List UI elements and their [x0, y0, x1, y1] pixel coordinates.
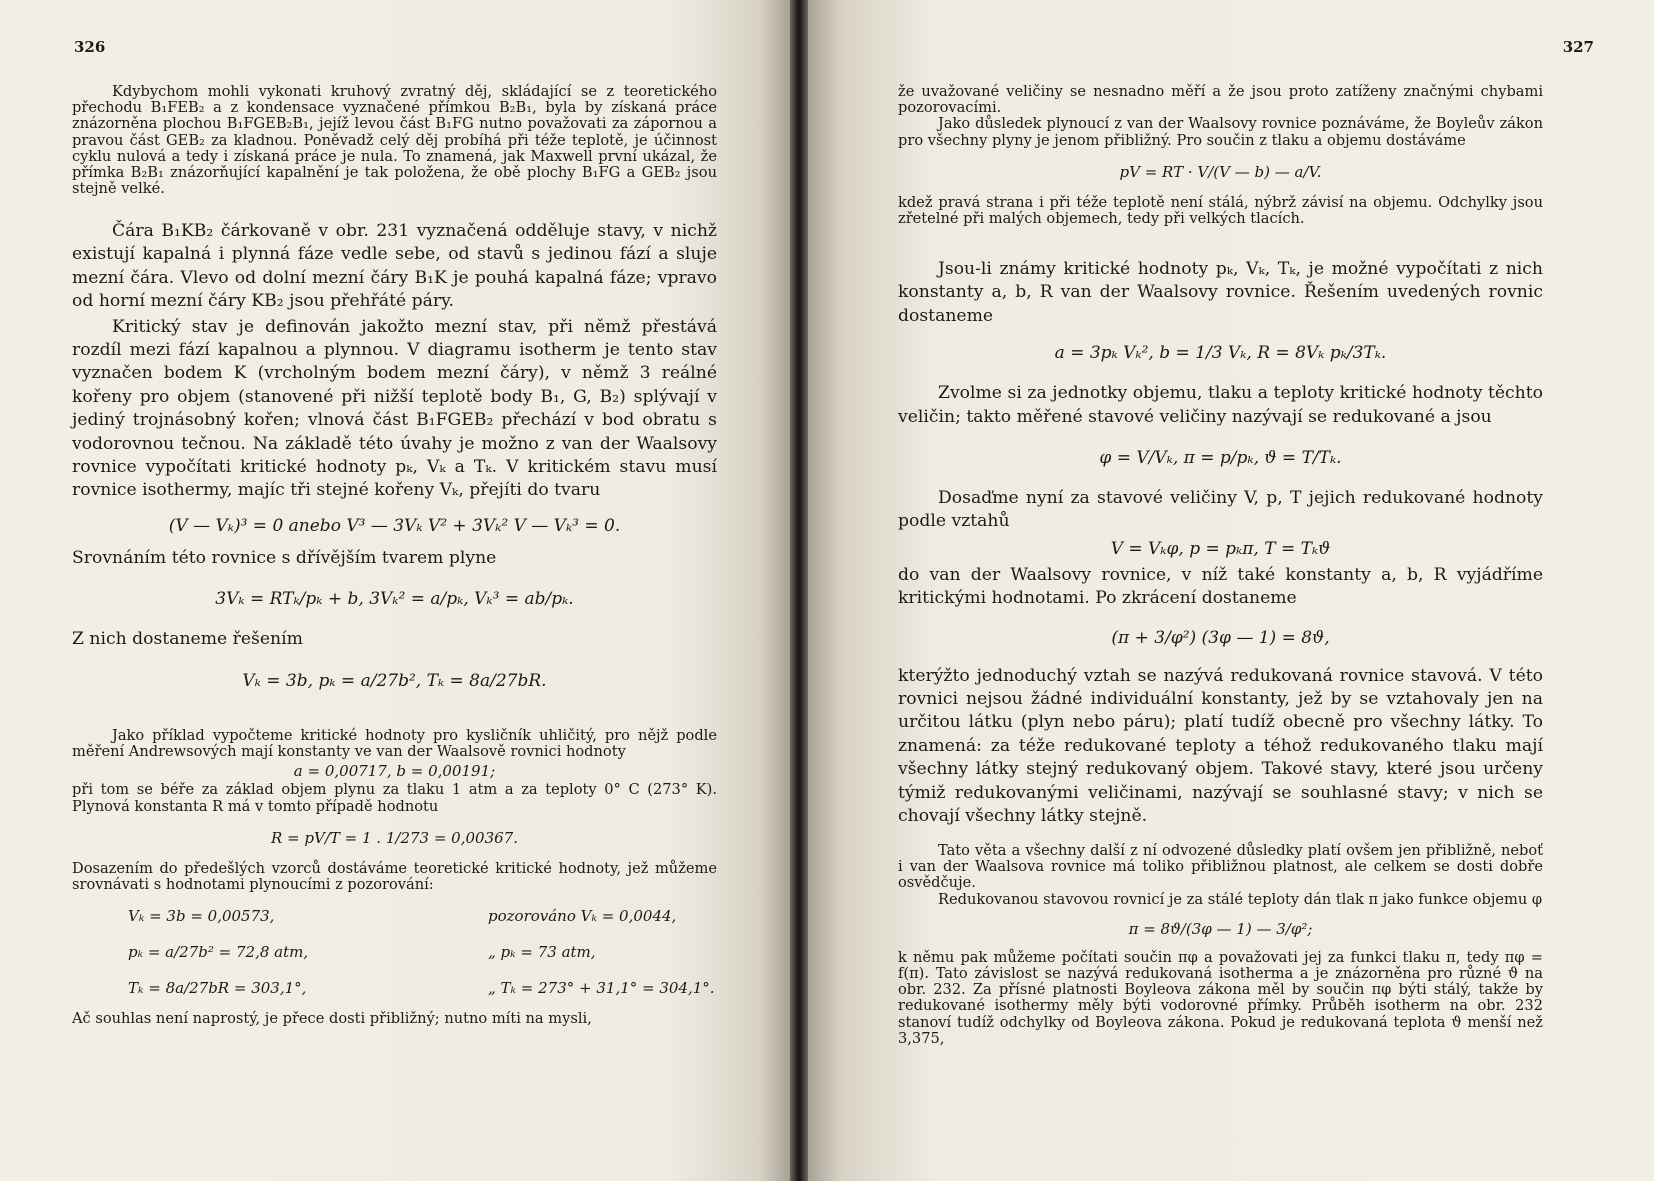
paragraph: Tato věta a všechny další z ní odvozené důsledky platí ovšem jen přibližně, neboť i van der Waalsova rovnice má toliko přibližnou platnost, ale celkem se dosti dobře osvědčuje.	[898, 842, 1543, 892]
equation: φ = V/Vₖ, π = p/pₖ, ϑ = T/Tₖ.	[1099, 448, 1342, 469]
paragraph: že uvažované veličiny se nesnadno měří a že jsou proto zatíženy značnými chybami pozorovacími.	[898, 83, 1543, 117]
equation: a = 0,00717, b = 0,00191;	[293, 762, 496, 781]
equation: π = 8ϑ/(3φ — 1) — 3/φ²;	[1128, 919, 1313, 938]
left-page	[0, 0, 790, 1181]
theory-cell: Tₖ = 8a/27bR = 303,1°,	[128, 979, 307, 998]
equation: V = Vₖφ, p = pₖπ, T = Tₖϑ	[1110, 538, 1331, 559]
right-page	[808, 0, 1654, 1181]
text-block	[72, 220, 717, 700]
equation: (V — Vₖ)³ = 0 anebo V³ — 3Vₖ V² + 3Vₖ² V — Vₖ³ = 0.	[168, 515, 621, 536]
table-row	[72, 973, 717, 1003]
theory-cell: Vₖ = 3b = 0,00573,	[128, 907, 275, 926]
paragraph: Dosazením do předešlých vzorců dostáváme teoretické kritické hodnoty, jež můžeme srovnávati s hodnotami plynoucími z pozorování:	[72, 859, 717, 894]
paragraph: Kdybychom mohli vykonati kruhový zvratný děj, skládající se z teoretického přechodu B₁FEB₂ a z kondensace vyznačené přímkou B₂B₁, byla by získaná práce znázorněna plochou B₁FGEB₂B₁, jejíž levou část B₁FG nutno považovati za zápornou a pravou část GEB₂ za kladnou. Poněvadž celý děj probíhá při téže teplotě, je účinnost cyklu nulová a tedy i získaná práce je nula. To znamená, jak Maxwell první ukázal, že přímka B₂B₁ znázorňující kapalnění je tak položena, že obě plochy B₁FG a GEB₂ jsou stejně velké.	[72, 83, 717, 198]
book-gutter	[790, 0, 808, 1181]
page-number: 326	[74, 38, 106, 56]
table-row	[72, 901, 717, 931]
paragraph: Kritický stav je definován jakožto mezní stav, při němž přestává rozdíl mezi fází kapalnou a plynnou. V diagramu isotherm je tento stav vyznačen bodem K (vrcholným bodem mezní čáry), v němž 3 reálné kořeny pro objem (stanovené při nižší teplotě body B₁, G, B₂) splývají v jediný trojnásobný kořen; vlnová část B₁FGEB₂ přechází v bod obratu s vodorovnou tečnou. Na základě této úvahy je možno z van der Waalsovy rovnice vypočítati kritické hodnoty pₖ, Vₖ a Tₖ. V kritickém stavu musí rovnice isothermy, majíc tři stejné kořeny Vₖ, přejíti do tvaru	[72, 316, 717, 501]
equation: (π + 3/φ²) (3φ — 1) = 8ϑ,	[1111, 627, 1330, 648]
text-block	[898, 843, 1543, 1047]
paragraph: Čára B₁KB₂ čárkovaně v obr. 231 vyznačená odděluje stavy, v nichž existují kapalná i plynná fáze vedle sebe, od stavů s jedinou fází a sluje mezní čára. Vlevo od dolní mezní čáry B₁K je pouhá kapalná fáze; vpravo od horní mezní čáry KB₂ jsou přehřáté páry.	[72, 221, 717, 312]
comparison-table	[72, 901, 717, 1003]
equation: 3Vₖ = RTₖ/pₖ + b, 3Vₖ² = a/pₖ, Vₖ³ = ab/pₖ.	[215, 589, 574, 610]
observed-cell: „ pₖ = 73 atm,	[488, 943, 596, 962]
text-block	[72, 84, 717, 197]
paragraph: kterýžto jednoduchý vztah se nazývá redukovaná rovnice stavová. V této rovnici nejsou žádné individuální konstanty, jež by se vztahovaly jen na určitou látku (plyn nebo páru); platí tudíž obecně pro všechny látky. To znamená: za téže redukované teploty a téhož redukovaného tlaku mají všechny látky stejný redukovaný objem. Takové stavy, které jsou určeny týmiž redukovanými veličinami, nazývají se souhlasné stavy; v nich se chovají všechny látky stejně.	[898, 665, 1543, 827]
observed-cell: „ Tₖ = 273° + 31,1° = 304,1°.	[488, 979, 715, 998]
paragraph: Dosaďme nyní za stavové veličiny V, p, T jejich redukované hodnoty podle vztahů	[898, 488, 1543, 532]
observed-cell: pozorováno Vₖ = 0,0044,	[488, 907, 677, 926]
paragraph: Z nich dostaneme řešením	[72, 629, 303, 650]
paragraph: Srovnáním této rovnice s dřívějším tvarem plyne	[72, 547, 497, 568]
paragraph: Jsou-li známy kritické hodnoty pₖ, Vₖ, Tₖ, je možné vypočítati z nich konstanty a, b, R van der Waalsovy rovnice. Řešením uvedených rovnic dostaneme	[898, 259, 1543, 326]
equation: R = pV/T = 1 . 1/273 = 0,00367.	[271, 828, 518, 847]
text-block	[72, 728, 717, 1027]
page-number: 327	[1562, 38, 1594, 56]
equation: pV = RT · V/(V — b) — a/V.	[1119, 162, 1322, 181]
paragraph: Jako důsledek plynoucí z van der Waalsovy rovnice poznáváme, že Boyleův zákon pro všechny plyny je jenom přibližný. Pro součin z tlaku a objemu dostáváme	[898, 115, 1543, 149]
equation: Vₖ = 3b, pₖ = a/27b², Tₖ = 8a/27bR.	[242, 670, 547, 691]
paragraph: Zvolme si za jednotky objemu, tlaku a teploty kritické hodnoty těchto veličin; takto měřené stavové veličiny nazývají se redukované a jsou	[898, 383, 1543, 427]
theory-cell: pₖ = a/27b² = 72,8 atm,	[128, 943, 309, 962]
equation: a = 3pₖ Vₖ², b = 1/3 Vₖ, R = 8Vₖ pₖ/3Tₖ.	[1054, 343, 1387, 364]
table-row	[72, 937, 717, 967]
paragraph: k němu pak můžeme počítati součin πφ a považovati jej za funkci tlaku π, tedy πφ = f(π). Tato závislost se nazývá redukovaná isotherma a je znázorněna pro různé ϑ na obr. 232. Za přísné platnosti Boyleova zákona měl by součin πφ býti stálý, takže by redukované isothermy měly býti vodorovné přímky. Průběh isotherm na obr. 232 stanoví tudíž odchylky od Boyleova zákona. Pokud je redukovaná teplota ϑ menší než 3,375,	[898, 948, 1543, 1047]
paragraph: Redukovanou stavovou rovnicí je za stálé teploty dán tlak π jako funkce objemu φ	[938, 890, 1543, 908]
text-block	[898, 258, 1543, 829]
paragraph: Ač souhlas není naprostý, je přece dosti přibližný; nutno míti na mysli,	[72, 1010, 592, 1028]
paragraph: do van der Waalsovy rovnice, v níž také konstanty a, b, R vyjádříme kritickými hodnotami. Po zkrácení dostaneme	[898, 564, 1543, 609]
paragraph: kdež pravá strana i při téže teplotě není stálá, nýbrž závisí na objemu. Odchylky jsou zřetelné při malých objemech, tedy při velkých tlacích.	[898, 193, 1543, 228]
paragraph: při tom se béře za základ objem plynu za tlaku 1 atm a za teploty 0° C (273° K). Plynová konstanta R má v tomto případě hodnotu	[72, 781, 717, 815]
text-block	[898, 84, 1543, 227]
paragraph: Jako příklad vypočteme kritické hodnoty pro kysličník uhličitý, pro nějž podle měření Andrewsových mají konstanty ve van der Waalsově rovnici hodnoty	[72, 727, 717, 761]
